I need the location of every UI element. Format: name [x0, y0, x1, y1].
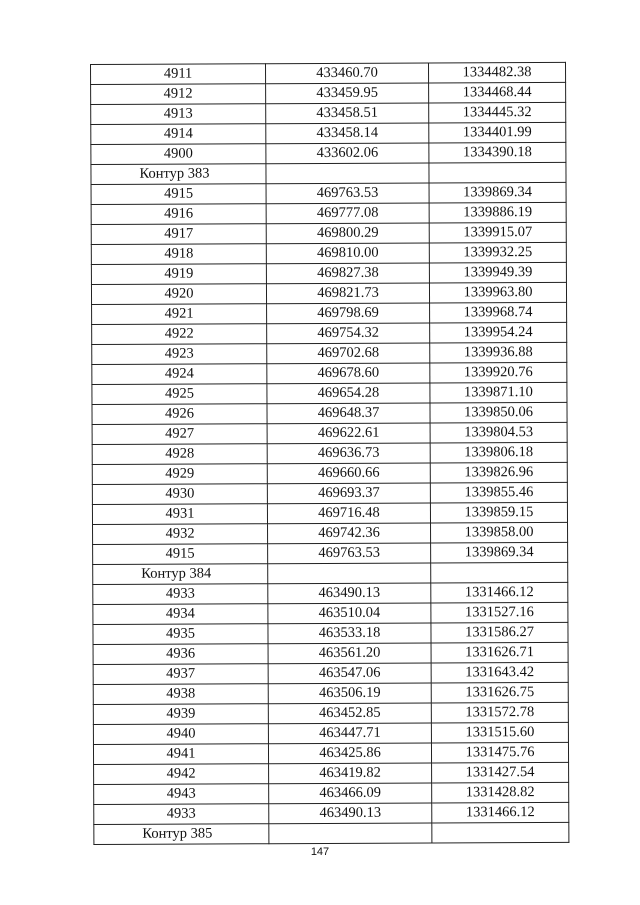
- x-coordinate-cell: 433458.14: [266, 123, 429, 144]
- point-row: [92, 382, 567, 404]
- x-coordinate-cell: 463490.13: [269, 803, 432, 824]
- y-coordinate-cell: 1331515.60: [431, 722, 568, 743]
- point-row: [91, 122, 566, 144]
- point-row: [92, 462, 567, 484]
- point-id-cell: 4928: [92, 444, 267, 465]
- point-row: [93, 522, 568, 544]
- point-id-cell: 4931: [92, 504, 267, 525]
- y-coordinate-cell: 1339855.46: [430, 482, 567, 503]
- y-coordinate-cell: 1334390.18: [429, 142, 566, 163]
- point-row: [92, 442, 567, 464]
- point-id-cell: 4926: [92, 404, 267, 425]
- point-id-cell: 4916: [91, 204, 266, 225]
- y-coordinate-cell: 1339850.06: [430, 402, 567, 423]
- x-coordinate-cell: 463419.82: [269, 763, 432, 784]
- y-coordinate-cell: 1339936.88: [430, 342, 567, 363]
- contour-label: Контур 384: [93, 564, 268, 585]
- y-coordinate-cell: 1339915.07: [429, 222, 566, 243]
- x-coordinate-cell: 469821.73: [266, 283, 429, 304]
- point-row: [92, 302, 567, 324]
- coordinates-table-body: [91, 62, 569, 844]
- y-coordinate-cell: 1339886.19: [429, 202, 566, 223]
- point-row: [93, 642, 568, 664]
- y-coordinate-cell: 1331466.12: [432, 802, 569, 823]
- y-coordinate-cell: 1339871.10: [430, 382, 567, 403]
- y-coordinate-cell: 1339859.15: [430, 502, 567, 523]
- x-coordinate-cell: 469622.61: [267, 423, 430, 444]
- x-coordinate-cell: 463533.18: [268, 623, 431, 644]
- point-row: [93, 682, 568, 704]
- x-coordinate-cell: 463452.85: [268, 703, 431, 724]
- point-id-cell: 4933: [93, 584, 268, 605]
- point-id-cell: 4913: [91, 104, 266, 125]
- point-row: [91, 222, 566, 244]
- point-row: [92, 422, 567, 444]
- point-id-cell: 4930: [92, 484, 267, 505]
- x-coordinate-cell: 469678.60: [267, 363, 430, 384]
- point-row: [94, 802, 569, 824]
- x-coordinate-cell: 469827.38: [266, 263, 429, 284]
- point-id-cell: 4934: [93, 604, 268, 625]
- empty-cell: [429, 162, 566, 183]
- point-id-cell: 4935: [93, 624, 268, 645]
- point-id-cell: 4932: [93, 524, 268, 545]
- x-coordinate-cell: 463561.20: [268, 643, 431, 664]
- x-coordinate-cell: 469798.69: [267, 303, 430, 324]
- point-row: [94, 782, 569, 804]
- point-row: [93, 742, 568, 764]
- point-id-cell: 4915: [91, 184, 266, 205]
- empty-cell: [269, 823, 432, 844]
- y-coordinate-cell: 1334445.32: [429, 102, 566, 123]
- point-row: [92, 402, 567, 424]
- x-coordinate-cell: 463425.86: [268, 743, 431, 764]
- point-id-cell: 4923: [92, 344, 267, 365]
- point-id-cell: 4937: [93, 664, 268, 685]
- x-coordinate-cell: 463510.04: [268, 603, 431, 624]
- x-coordinate-cell: 469777.08: [266, 203, 429, 224]
- point-id-cell: 4915: [93, 544, 268, 565]
- y-coordinate-cell: 1339806.18: [430, 442, 567, 463]
- y-coordinate-cell: 1339920.76: [430, 362, 567, 383]
- point-row: [93, 542, 568, 564]
- point-row: [92, 482, 567, 504]
- y-coordinate-cell: 1331586.27: [431, 622, 568, 643]
- point-id-cell: 4925: [92, 384, 267, 405]
- point-row: [92, 342, 567, 364]
- x-coordinate-cell: 463506.19: [268, 683, 431, 704]
- point-id-cell: 4924: [92, 364, 267, 385]
- x-coordinate-cell: 469702.68: [267, 343, 430, 364]
- point-row: [93, 702, 568, 724]
- y-coordinate-cell: 1331643.42: [431, 662, 568, 683]
- x-coordinate-cell: 433460.70: [266, 63, 429, 84]
- x-coordinate-cell: 463547.06: [268, 663, 431, 684]
- contour-label: Контур 383: [91, 164, 266, 185]
- y-coordinate-cell: 1339804.53: [430, 422, 567, 443]
- point-id-cell: 4933: [94, 804, 269, 825]
- point-row: [91, 82, 566, 104]
- point-row: [92, 502, 567, 524]
- x-coordinate-cell: 469754.32: [267, 323, 430, 344]
- contour-header-row: [93, 562, 568, 584]
- y-coordinate-cell: 1331428.82: [432, 782, 569, 803]
- x-coordinate-cell: 469742.36: [268, 523, 431, 544]
- point-id-cell: 4936: [93, 644, 268, 665]
- y-coordinate-cell: 1339869.34: [429, 182, 566, 203]
- x-coordinate-cell: 469636.73: [267, 443, 430, 464]
- point-id-cell: 4938: [93, 684, 268, 705]
- x-coordinate-cell: 469810.00: [266, 243, 429, 264]
- y-coordinate-cell: 1339932.25: [429, 242, 566, 263]
- point-id-cell: 4918: [91, 244, 266, 265]
- empty-cell: [266, 163, 429, 184]
- page-number: 147: [310, 846, 330, 858]
- x-coordinate-cell: 469648.37: [267, 403, 430, 424]
- x-coordinate-cell: 433602.06: [266, 143, 429, 164]
- x-coordinate-cell: 469660.66: [267, 463, 430, 484]
- point-row: [91, 182, 566, 204]
- y-coordinate-cell: 1339869.34: [431, 542, 568, 563]
- point-id-cell: 4920: [91, 284, 266, 305]
- point-row: [91, 242, 566, 264]
- y-coordinate-cell: 1339968.74: [430, 302, 567, 323]
- empty-cell: [432, 822, 569, 843]
- point-id-cell: 4919: [91, 264, 266, 285]
- point-id-cell: 4921: [92, 304, 267, 325]
- x-coordinate-cell: 469763.53: [266, 183, 429, 204]
- x-coordinate-cell: 463490.13: [268, 583, 431, 604]
- empty-cell: [431, 562, 568, 583]
- point-row: [91, 102, 566, 124]
- point-row: [92, 362, 567, 384]
- point-id-cell: 4911: [91, 64, 266, 85]
- point-row: [93, 622, 568, 644]
- point-id-cell: 4940: [93, 724, 268, 745]
- x-coordinate-cell: 469763.53: [268, 543, 431, 564]
- y-coordinate-cell: 1334401.99: [429, 122, 566, 143]
- contour-header-row: [94, 822, 569, 844]
- y-coordinate-cell: 1339826.96: [430, 462, 567, 483]
- x-coordinate-cell: 433458.51: [266, 103, 429, 124]
- y-coordinate-cell: 1339858.00: [431, 522, 568, 543]
- point-id-cell: 4942: [94, 764, 269, 785]
- x-coordinate-cell: 433459.95: [266, 83, 429, 104]
- point-row: [91, 262, 566, 284]
- point-id-cell: 4914: [91, 124, 266, 145]
- point-row: [94, 762, 569, 784]
- y-coordinate-cell: 1331572.78: [431, 702, 568, 723]
- point-row: [93, 662, 568, 684]
- point-id-cell: 4929: [92, 464, 267, 485]
- y-coordinate-cell: 1339963.80: [429, 282, 566, 303]
- x-coordinate-cell: 469800.29: [266, 223, 429, 244]
- y-coordinate-cell: 1339954.24: [430, 322, 567, 343]
- point-row: [91, 142, 566, 164]
- y-coordinate-cell: 1334482.38: [428, 62, 565, 83]
- point-row: [92, 322, 567, 344]
- point-id-cell: 4917: [91, 224, 266, 245]
- point-row: [91, 62, 566, 84]
- point-row: [91, 202, 566, 224]
- x-coordinate-cell: 463466.09: [269, 783, 432, 804]
- x-coordinate-cell: 469716.48: [267, 503, 430, 524]
- x-coordinate-cell: 469693.37: [267, 483, 430, 504]
- point-id-cell: 4900: [91, 144, 266, 165]
- contour-label: Контур 385: [94, 824, 269, 845]
- point-id-cell: 4912: [91, 84, 266, 105]
- x-coordinate-cell: 463447.71: [268, 723, 431, 744]
- y-coordinate-cell: 1331527.16: [431, 602, 568, 623]
- coordinates-table: [90, 62, 569, 845]
- point-row: [91, 282, 566, 304]
- point-id-cell: 4927: [92, 424, 267, 445]
- point-row: [93, 582, 568, 604]
- y-coordinate-cell: 1331626.75: [431, 682, 568, 703]
- point-id-cell: 4941: [93, 744, 268, 765]
- y-coordinate-cell: 1339949.39: [429, 262, 566, 283]
- y-coordinate-cell: 1331626.71: [431, 642, 568, 663]
- x-coordinate-cell: 469654.28: [267, 383, 430, 404]
- point-id-cell: 4943: [94, 784, 269, 805]
- empty-cell: [268, 563, 431, 584]
- y-coordinate-cell: 1331427.54: [432, 762, 569, 783]
- point-row: [93, 602, 568, 624]
- y-coordinate-cell: 1334468.44: [429, 82, 566, 103]
- point-id-cell: 4922: [92, 324, 267, 345]
- contour-header-row: [91, 162, 566, 184]
- point-row: [93, 722, 568, 744]
- point-id-cell: 4939: [93, 704, 268, 725]
- y-coordinate-cell: 1331466.12: [431, 582, 568, 603]
- y-coordinate-cell: 1331475.76: [431, 742, 568, 763]
